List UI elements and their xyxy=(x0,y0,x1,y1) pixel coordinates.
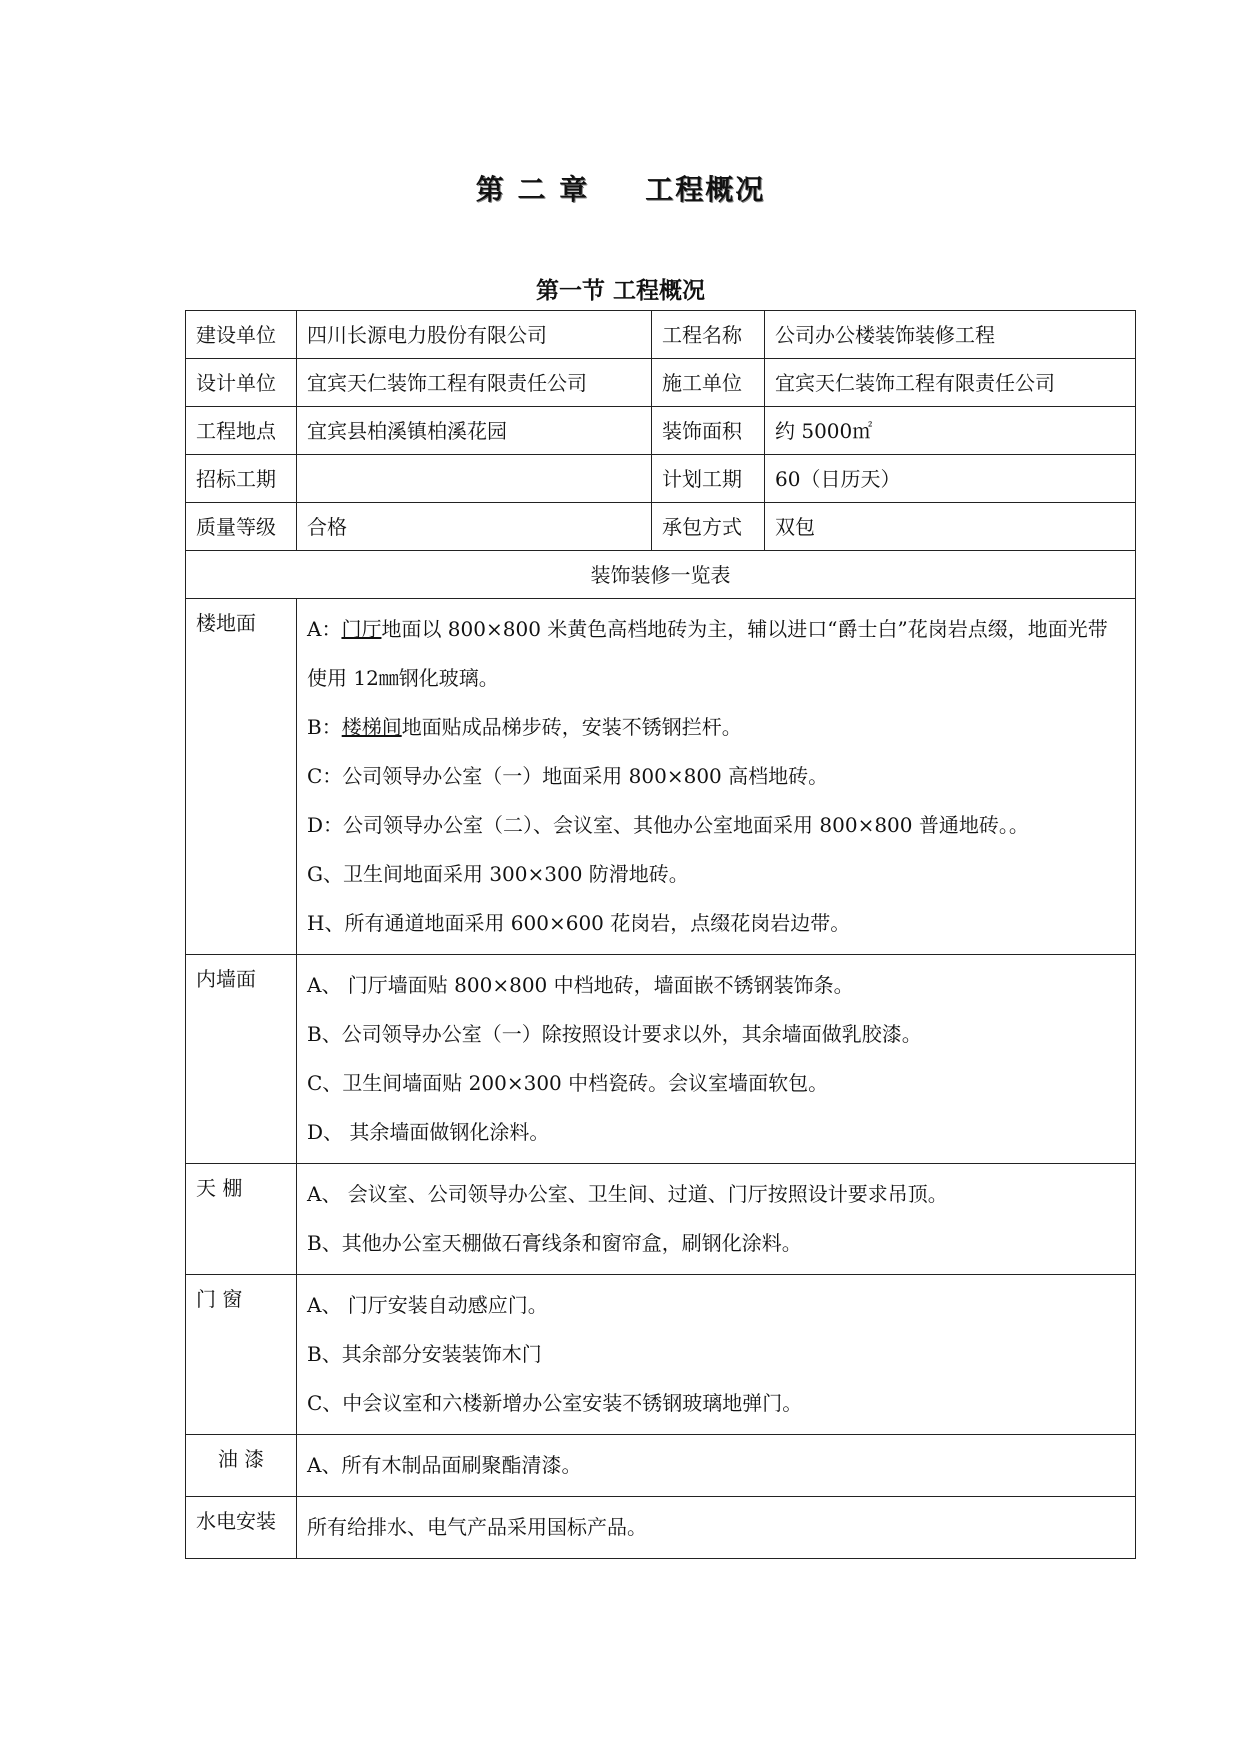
group-plumbing xyxy=(186,1497,1136,1559)
group-content-plumbing xyxy=(297,1497,1136,1559)
door-window-item: C、中会议室和六楼新增办公室安装不锈钢玻璃地弹门。 xyxy=(307,1391,803,1415)
label-builder-unit: 施工单位 xyxy=(652,359,765,407)
ceiling-item: B、其他办公室天棚做石膏线条和窗帘盒，刷钢化涂料。 xyxy=(307,1231,802,1255)
info-row-2 xyxy=(186,359,1136,407)
group-label-floor: 楼地面 xyxy=(186,599,297,955)
label-project-location: 工程地点 xyxy=(186,407,297,455)
info-row-1 xyxy=(186,311,1136,359)
inner-wall-item: D、 其余墙面做钢化涂料。 xyxy=(307,1120,550,1144)
floor-item-d: D：公司领导办公室（二）、会议室、其他办公室地面采用 800×800 普通地砖。。 xyxy=(307,813,1029,837)
group-content-floor xyxy=(297,599,1136,955)
value-planned-period: 60（日历天） xyxy=(765,455,1136,503)
group-ceiling xyxy=(186,1164,1136,1275)
value-contract-mode: 双包 xyxy=(765,503,1136,551)
project-overview-table xyxy=(185,310,1136,1559)
value-project-name: 公司办公楼装饰装修工程 xyxy=(765,311,1136,359)
info-row-4 xyxy=(186,455,1136,503)
floor-item-c: C：公司领导办公室（一）地面采用 800×800 高档地砖。 xyxy=(307,764,829,788)
value-construction-unit: 四川长源电力股份有限公司 xyxy=(297,311,652,359)
label-bid-period: 招标工期 xyxy=(186,455,297,503)
list-caption: 装饰装修一览表 xyxy=(186,551,1136,599)
group-inner-wall xyxy=(186,955,1136,1164)
floor-item-h: H、所有通道地面采用 600×600 花岗岩，点缀花岗岩边带。 xyxy=(307,911,851,935)
group-floor xyxy=(186,599,1136,955)
group-label-paint: 油 漆 xyxy=(186,1435,297,1497)
inner-wall-item: A、 门厅墙面贴 800×800 中档地砖，墙面嵌不锈钢装饰条。 xyxy=(307,973,854,997)
group-door-window xyxy=(186,1275,1136,1435)
inner-wall-item: C、卫生间墙面贴 200×300 中档瓷砖。会议室墙面软包。 xyxy=(307,1071,829,1095)
group-content-door-window xyxy=(297,1275,1136,1435)
value-project-location: 宜宾县柏溪镇柏溪花园 xyxy=(297,407,652,455)
section-title: 第一节 工程概况 xyxy=(535,277,705,304)
label-construction-unit: 建设单位 xyxy=(186,311,297,359)
value-quality-grade: 合格 xyxy=(297,503,652,551)
chapter-number: 第 二 章 xyxy=(475,173,590,206)
info-row-5 xyxy=(186,503,1136,551)
group-label-inner-wall: 内墙面 xyxy=(186,955,297,1164)
info-row-3 xyxy=(186,407,1136,455)
group-label-plumbing: 水电安装 xyxy=(186,1497,297,1559)
chapter-title xyxy=(0,168,1241,208)
door-window-item: B、其余部分安装装饰木门 xyxy=(307,1342,542,1366)
floor-item-b-underlined: 楼梯间 xyxy=(341,715,402,739)
value-design-unit: 宜宾天仁装饰工程有限责任公司 xyxy=(297,359,652,407)
floor-item-a-underlined: 门厅 xyxy=(341,617,382,641)
value-decoration-area: 约 5000㎡ xyxy=(765,407,1136,455)
label-quality-grade: 质量等级 xyxy=(186,503,297,551)
door-window-item: A、 门厅安装自动感应门。 xyxy=(307,1293,548,1317)
group-content-inner-wall xyxy=(297,955,1136,1164)
label-contract-mode: 承包方式 xyxy=(652,503,765,551)
group-content-ceiling xyxy=(297,1164,1136,1275)
group-content-paint xyxy=(297,1435,1136,1497)
group-paint xyxy=(186,1435,1136,1497)
label-design-unit: 设计单位 xyxy=(186,359,297,407)
group-label-ceiling: 天 棚 xyxy=(186,1164,297,1275)
chapter-name: 工程概况 xyxy=(645,173,766,206)
floor-item-b: B：楼梯间地面贴成品梯步砖，安装不锈钢拦杆。 xyxy=(307,715,742,739)
paint-item: A、所有木制品面刷聚酯清漆。 xyxy=(307,1453,582,1477)
floor-item-a: A：门厅地面以 800×800 米黄色高档地砖为主，辅以进口“爵士白”花岗岩点缀，地面光带使用 12㎜钢化玻璃。 xyxy=(307,617,1108,690)
ceiling-item: A、 会议室、公司领导办公室、卫生间、过道、门厅按照设计要求吊顶。 xyxy=(307,1182,948,1206)
value-bid-period xyxy=(297,455,652,503)
value-builder-unit: 宜宾天仁装饰工程有限责任公司 xyxy=(765,359,1136,407)
label-planned-period: 计划工期 xyxy=(652,455,765,503)
inner-wall-item: B、公司领导办公室（一）除按照设计要求以外，其余墙面做乳胶漆。 xyxy=(307,1022,922,1046)
list-caption-row xyxy=(186,551,1136,599)
floor-item-g: G、卫生间地面采用 300×300 防滑地砖。 xyxy=(307,862,689,886)
plumbing-item: 所有给排水、电气产品采用国标产品。 xyxy=(307,1515,647,1539)
label-project-name: 工程名称 xyxy=(652,311,765,359)
label-decoration-area: 装饰面积 xyxy=(652,407,765,455)
group-label-door-window: 门 窗 xyxy=(186,1275,297,1435)
